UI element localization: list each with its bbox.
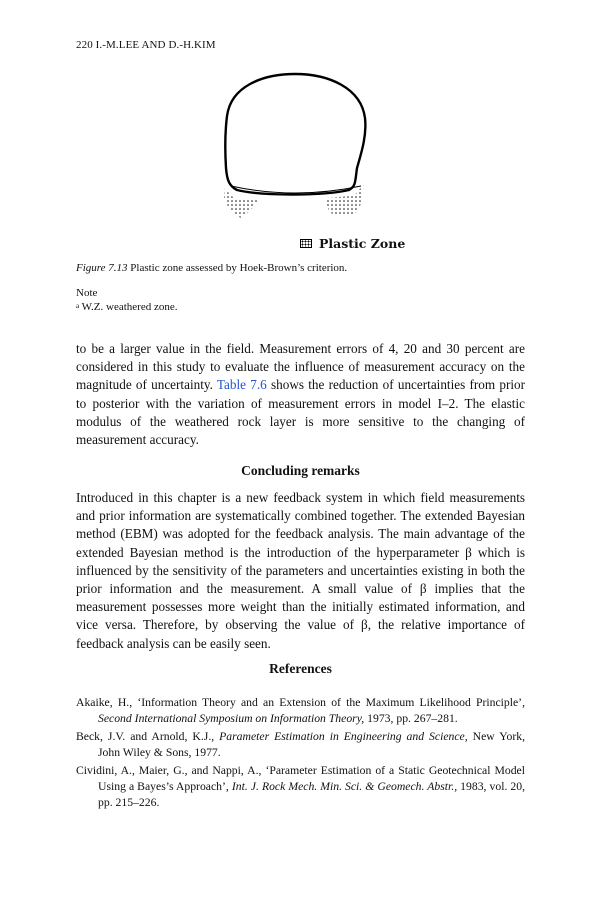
concluding-heading: Concluding remarks	[241, 463, 360, 478]
table-link[interactable]: Table 7.6	[216, 377, 267, 393]
figure-note	[76, 286, 177, 314]
reference-text: 1983, vol. 20, pp. 215–226.	[98, 779, 526, 809]
body-paragraph-2: Introduced in this chapter is a new feedback system in which field measurements and prior information are systematically combined together. The extended Bayesian method (EBM) was adopted for the feedback analysis. The main advantage of the extended Bayesian method is the introduction of the hyperparameter β which is influenced by the sensitivity of the parameters and uncertainties existing in both the prior information and the measurement. A small value of β implies that the measurement possesses more weight than the initially estimated information, and vice versa. Therefore, by observing the value of β, the relative importance of feedback analysis can be easily seen.	[76, 490, 525, 651]
note-body	[76, 300, 177, 314]
paragraph1-text-b: shows the reduction of uncertainties from prior to posterior with the variation of measurement errors in model I–2. The elastic modulus of the weathered rock layer is more sensitive to the changing of measurement accuracy.	[76, 377, 526, 448]
reference-text: Beck, J.V. and Arnold, K.J.,	[76, 730, 220, 744]
note-title: Note	[76, 287, 98, 299]
figure-caption-text: Plastic zone assessed by Hoek-Brown’s criterion.	[130, 262, 348, 274]
reference-source: Second International Symposium on Information Theory,	[98, 711, 365, 725]
note-marker: a	[76, 302, 80, 310]
references-list	[76, 695, 525, 813]
paragraph1-text-a: to be a larger value in the field. Measurement errors of 4, 20 and 30 percent are considered in this study to evaluate the influence of measurement accuracy on the magnitude of uncertainty.	[76, 341, 525, 393]
reference-text: Cividini, A., Maier, G., and Nappi, A., ‘Parameter Estimation of a Static Geotechnical Model Using a Bayes’s Approach’,	[76, 764, 525, 793]
body-paragraph-1	[76, 340, 525, 449]
reference-item	[76, 763, 525, 810]
legend-label: Plastic Zone	[319, 236, 406, 251]
reference-text: New York, John Wiley & Sons, 1977.	[98, 730, 526, 759]
reference-source: Int. J. Rock Mech. Min. Sci. & Geomech. Abstr.,	[231, 779, 458, 793]
plastic-zone-left	[224, 184, 259, 218]
reference-item	[76, 695, 525, 726]
note-text: W.Z. weathered zone.	[81, 301, 178, 313]
reference-source: Parameter Estimation in Engineering and Science,	[219, 730, 468, 744]
page-header: 220 I.-M.LEE AND D.-H.KIM	[76, 39, 216, 51]
figure-caption	[76, 262, 347, 274]
reference-text: 1973, pp. 267–281.	[364, 711, 458, 725]
figure-legend	[300, 236, 405, 251]
tunnel-figure	[215, 72, 375, 232]
figure-caption-label: Figure 7.13	[76, 262, 128, 274]
reference-item	[76, 729, 525, 760]
reference-text: Akaike, H., ‘Information Theory and an Extension of the Maximum Likelihood Principle’,	[76, 696, 525, 709]
references-heading: References	[269, 661, 332, 676]
plastic-zone-swatch-icon	[300, 239, 312, 248]
tunnel-outline	[225, 74, 365, 195]
